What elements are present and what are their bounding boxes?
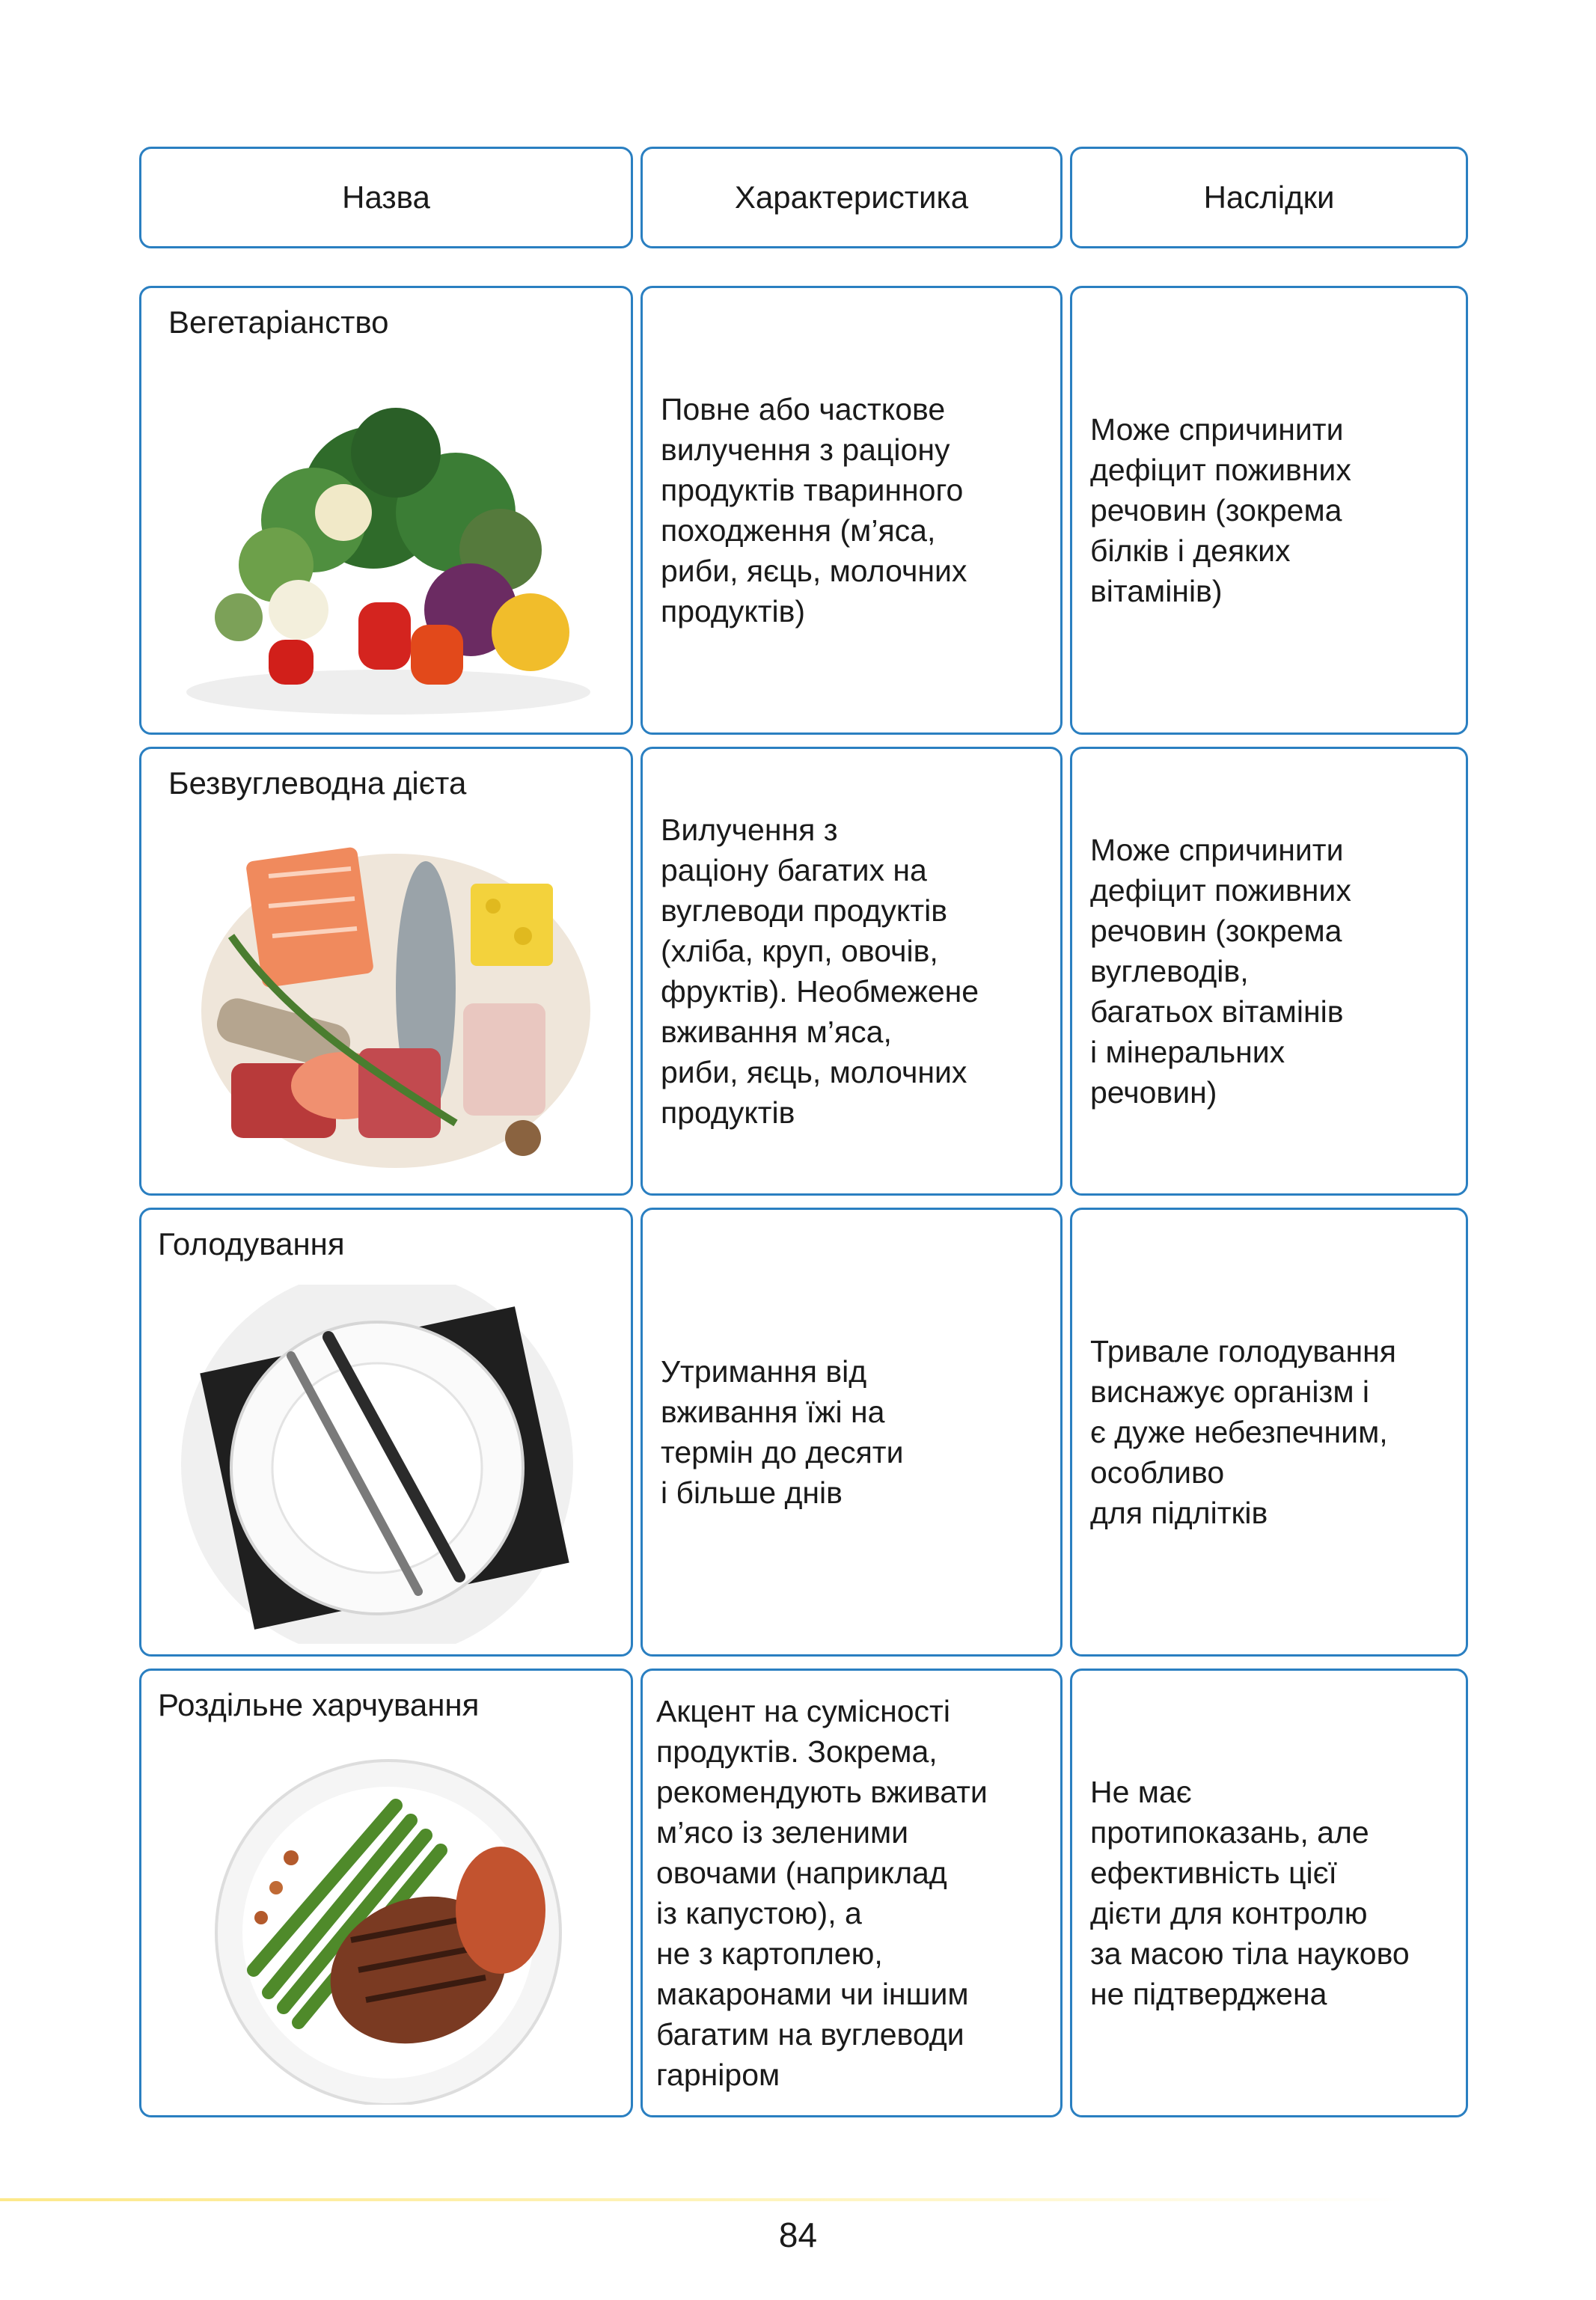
meat-asparagus-plate-illustration — [171, 1746, 605, 2105]
page-number: 84 — [778, 2215, 818, 2254]
row-separate-consequences: Не має протипоказань, але ефективність цієї дієти для контролю за масою тіла науково не підтверджена — [1070, 1669, 1468, 2117]
header-name-label: Назва — [342, 180, 430, 215]
row-fasting-characteristic: Утримання від вживання їжі на термін до десяти і більше днів — [640, 1208, 1063, 1657]
row-name-label: Безвуглеводна дієта — [168, 765, 467, 801]
header-name — [139, 147, 633, 248]
row-vegetarianism-name-cell — [139, 286, 633, 735]
header-characteristic — [640, 147, 1063, 248]
row-name-label: Роздільне харчування — [158, 1687, 480, 1722]
empty-plate-illustration — [171, 1285, 605, 1644]
row-fasting-consequences: Тривале голодування виснажує організм і є дуже небезпечним, особливо для підлітків — [1070, 1208, 1468, 1657]
row-vegetarianism-characteristic: Повне або часткове вилучення з раціону продуктів тваринного походження (м’яса, риби, яєць, молочних продуктів) — [640, 286, 1063, 735]
header-characteristic-label: Характеристика — [734, 180, 969, 215]
row-carbfree-consequences: Може спричинити дефіцит поживних речовин (зокрема вуглеводів, багатьох вітамінів і мінеральних речовин) — [1070, 747, 1468, 1196]
footer-divider — [0, 2198, 1407, 2201]
header-consequences-label: Наслідки — [1203, 180, 1335, 215]
row-name-label: Голодування — [158, 1226, 345, 1261]
row-name-label: Вегетаріанство — [168, 305, 389, 340]
vegetables-illustration — [171, 363, 605, 722]
row-vegetarianism-consequences: Може спричинити дефіцит поживних речовин (зокрема білків і деяких вітамінів) — [1070, 286, 1468, 735]
row-carbfree-name-cell — [139, 747, 633, 1196]
row-separate-characteristic: Акцент на сумісності продуктів. Зокрема, рекомендують вживати м’ясо із зеленими овочами (наприклад із капустою), а не з картоплею, макаронами чи іншим багатим на вуглеводи гарніром — [640, 1669, 1063, 2117]
header-consequences — [1070, 147, 1468, 248]
row-carbfree-characteristic: Вилучення з раціону багатих на вуглеводи продуктів (хліба, круп, овочів, фруктів). Необмежене вживання м’яса, риби, яєць, молочних продуктів — [640, 747, 1063, 1196]
row-fasting-name-cell — [139, 1208, 633, 1657]
meat-fish-cheese-illustration — [171, 824, 605, 1183]
row-separate-name-cell — [139, 1669, 633, 2117]
